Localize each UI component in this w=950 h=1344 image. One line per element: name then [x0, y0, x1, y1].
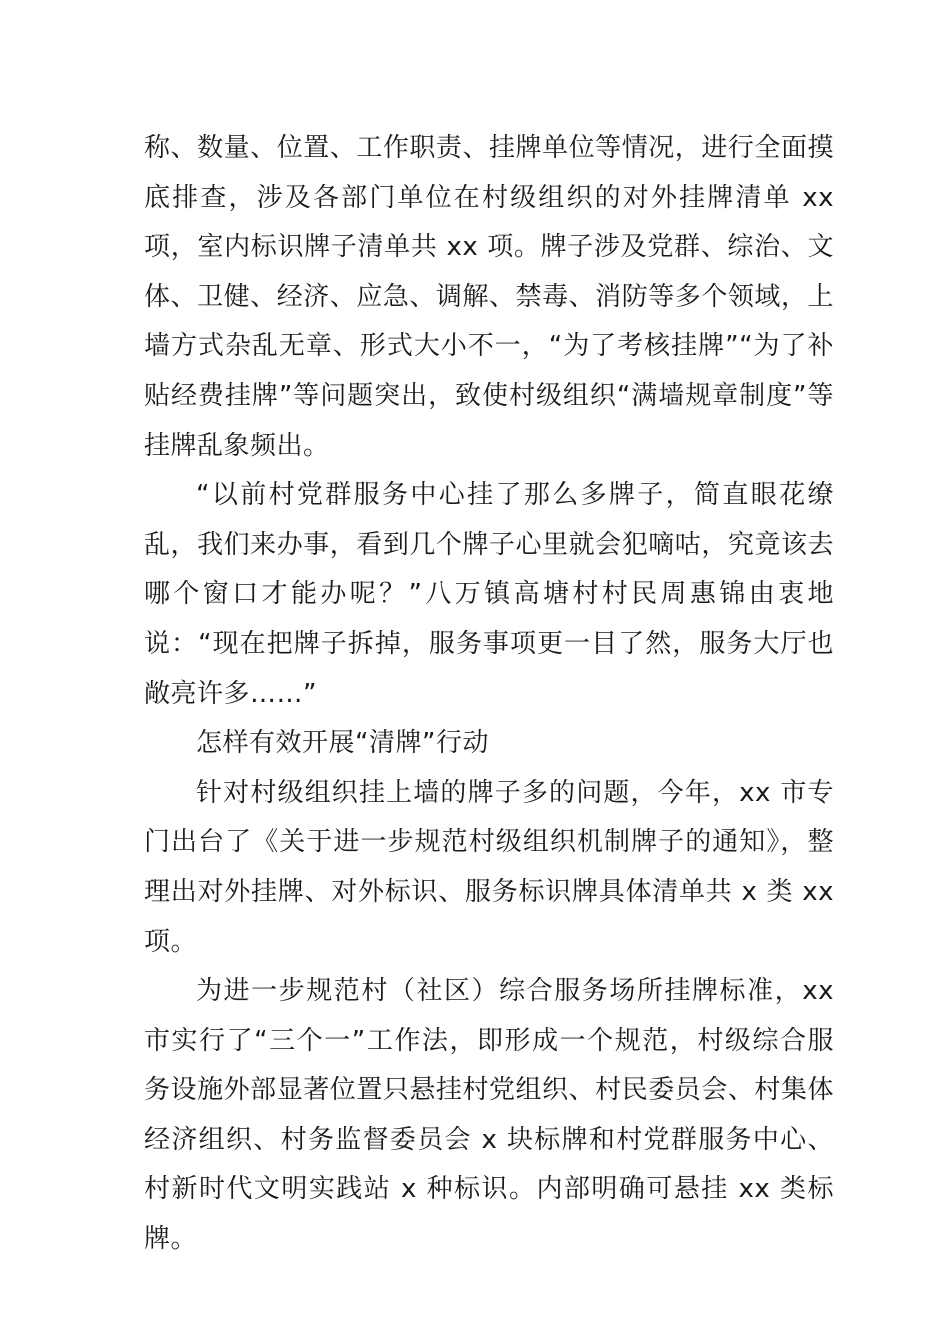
- section-heading-clear-signs: 怎样有效开展“清牌”行动: [196, 728, 489, 759]
- document-body: [144, 124, 834, 1265]
- paragraph-signage-survey: 称、数量、位置、工作职责、挂牌单位等情况，进行全面摸底排查，涉及各部门单位在村级组织的对外挂牌清单 xx 项，室内标识牌子清单共 xx 项。牌子涉及党群、综治、文体、卫健、经济、应急、调解、禁毒、消防等多个领域，上墙方式杂乱无章、形式大小不一，“为了考核挂牌”“为了补贴经费挂牌”等问题突出，致使村级组织“满墙规章制度”等挂牌乱象频出。: [144, 133, 834, 461]
- paragraph-villager-quote: “以前村党群服务中心挂了那么多牌子，简直眼花缭乱，我们来办事，看到几个牌子心里就会犯嘀咕，究竟该去哪个窗口才能办呢？”八万镇高塘村村民周惠锦由衷地说：“现在把牌子拆掉，服务事项更一目了然，服务大厅也敞亮许多……”: [144, 480, 834, 709]
- paragraph-city-notice: 针对村级组织挂上墙的牌子多的问题，今年，xx 市专门出台了《关于进一步规范村级组织机制牌子的通知》，整理出对外挂牌、对外标识、服务标识牌具体清单共 x 类 xx 项。: [144, 777, 834, 957]
- paragraph-three-ones-method: 为进一步规范村（社区）综合服务场所挂牌标准，xx 市实行了“三个一”工作法，即形成一个规范，村级综合服务设施外部显著位置只悬挂村党组织、村民委员会、村集体经济组织、村务监督委员会 x 块标牌和村党群服务中心、村新时代文明实践站 x 种标识。内部明确可悬挂 xx 类标牌。: [144, 976, 834, 1255]
